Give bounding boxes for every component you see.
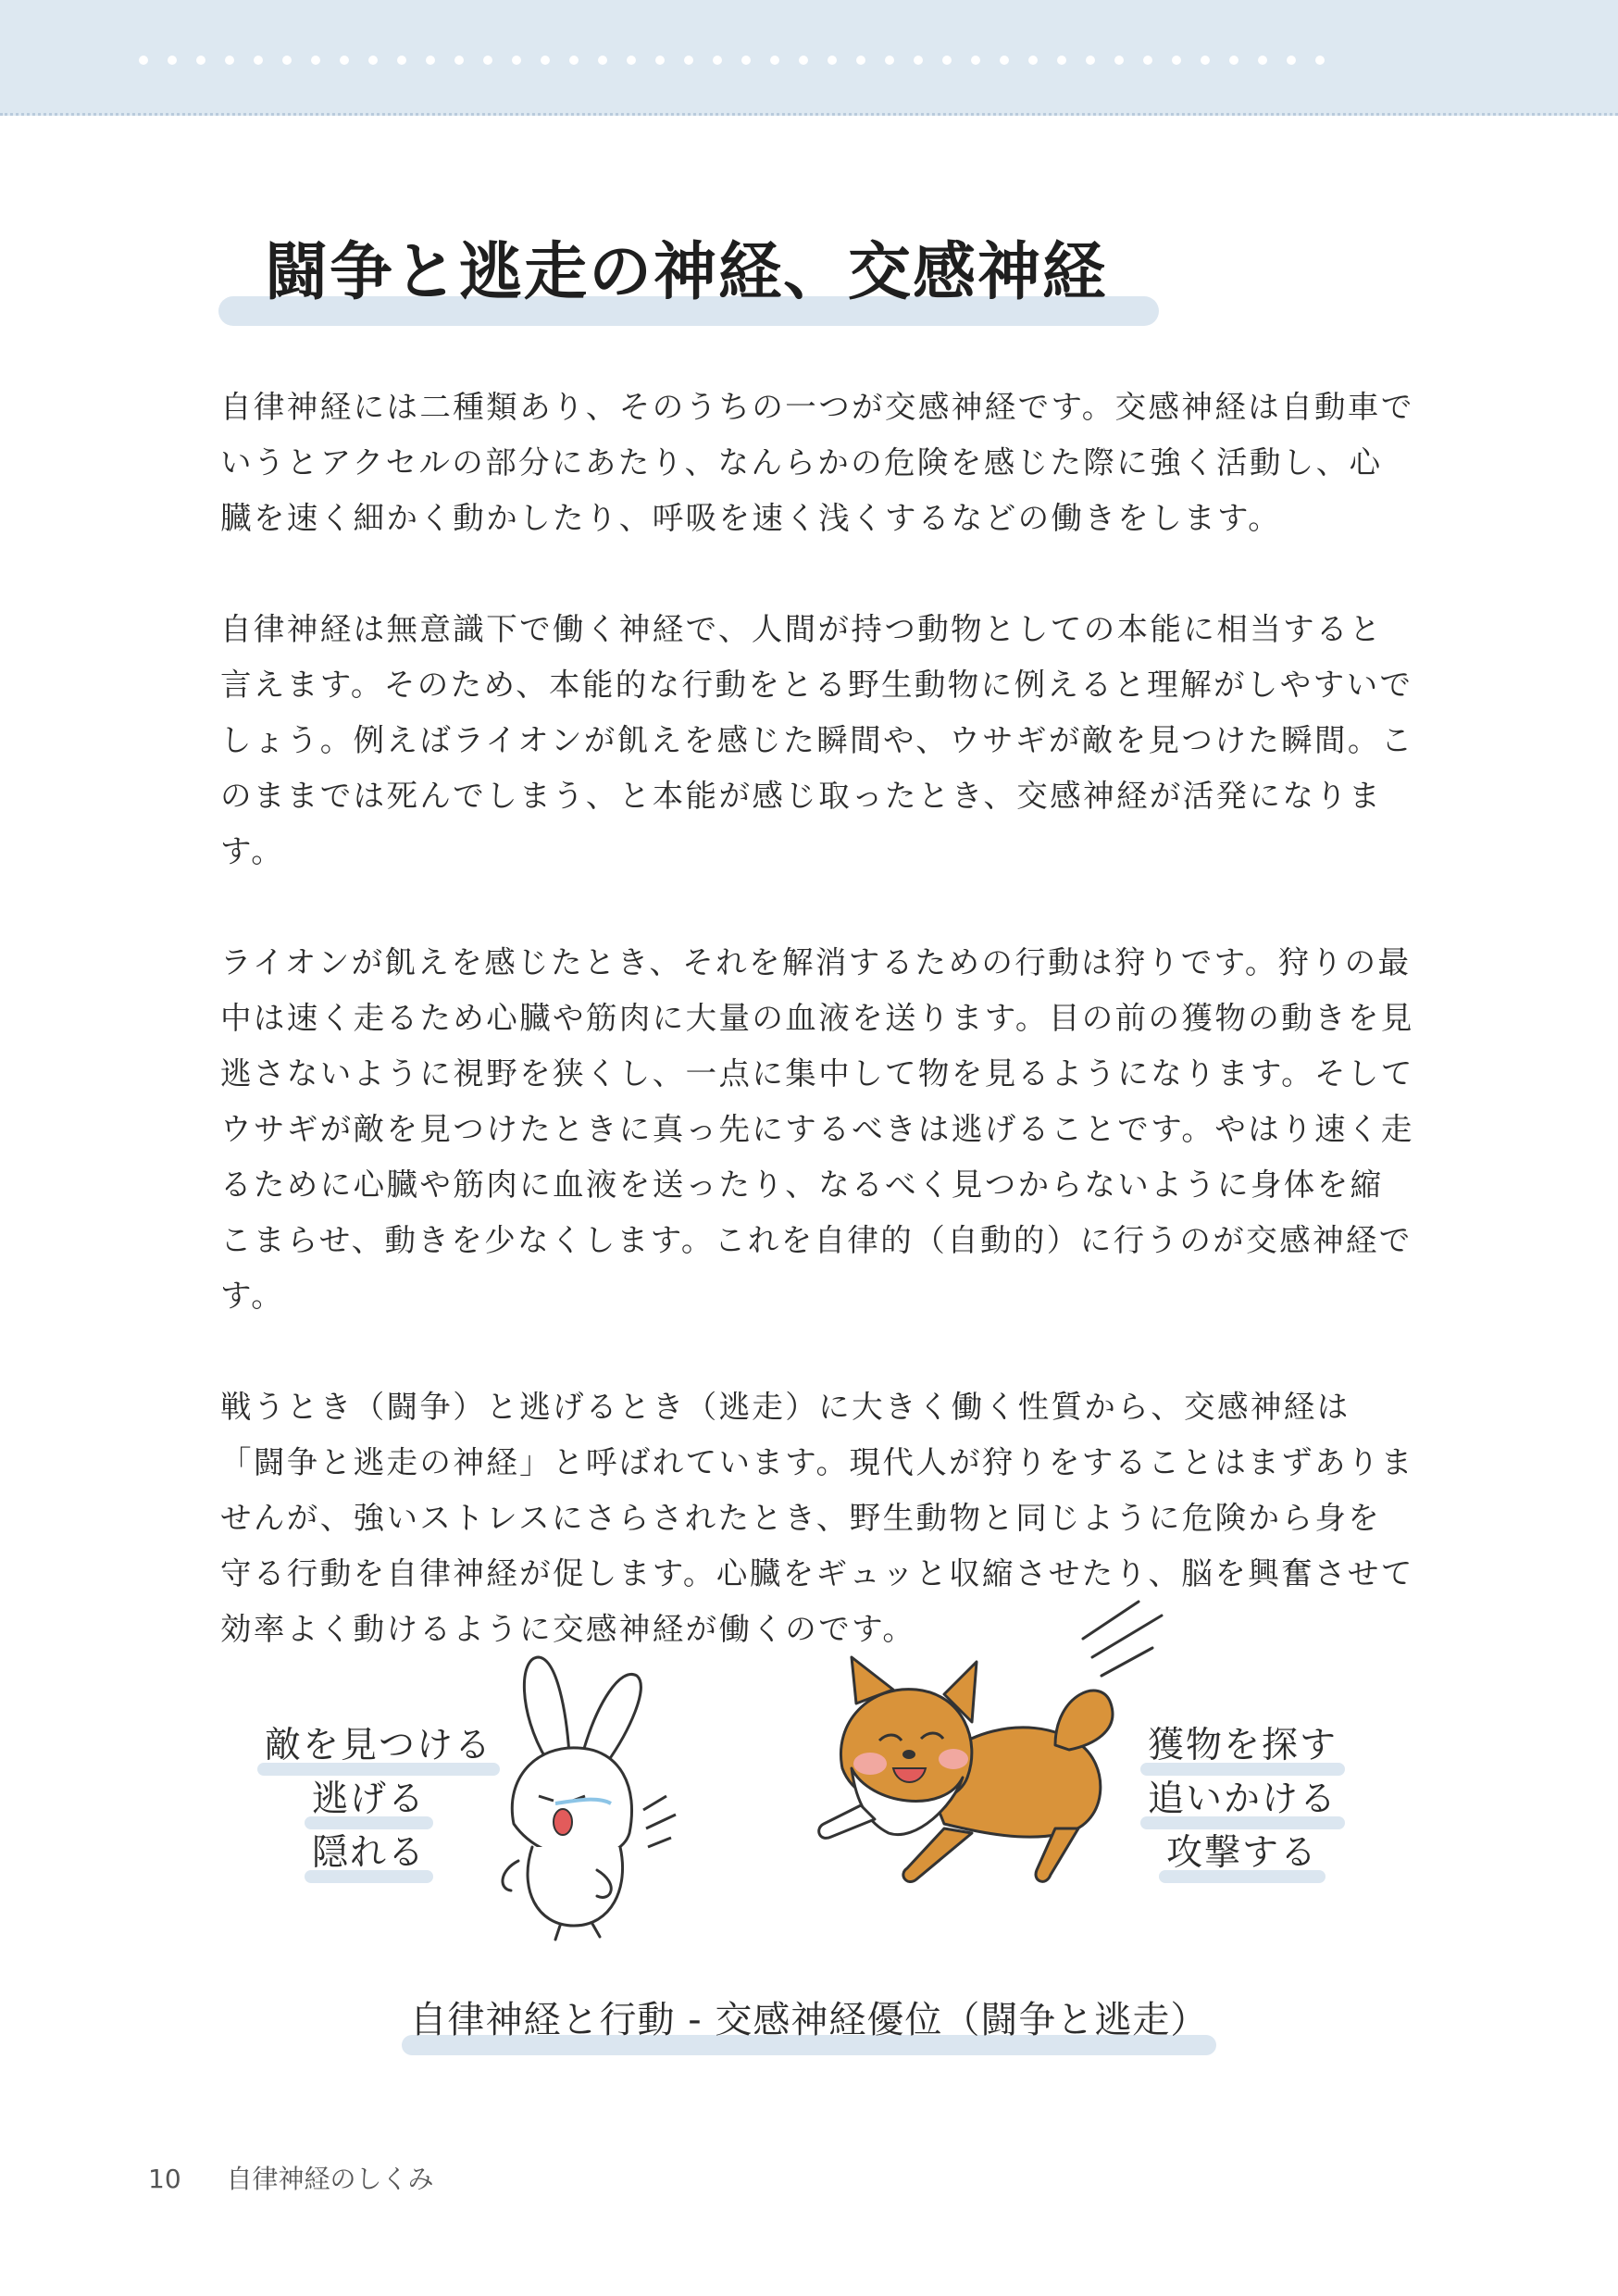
header-dot [397, 56, 406, 65]
header-dot [282, 56, 292, 65]
header-dot [942, 56, 952, 65]
header-dot [684, 56, 693, 65]
header-dot [368, 56, 378, 65]
dog-label-1: 獲物を探す [1148, 1722, 1338, 1770]
dog-label-2: 追いかける [1148, 1776, 1338, 1824]
rabbit-label-1: 敵を見つける [265, 1722, 492, 1770]
page-number: 10 [148, 2164, 181, 2194]
rabbit-label-3: 隠れる [312, 1829, 426, 1878]
header-dot [139, 56, 148, 65]
rabbit-illustration [481, 1648, 694, 1944]
rabbit-label-2: 逃げる [312, 1776, 426, 1824]
header-dot [627, 56, 636, 65]
header-band [0, 0, 1618, 116]
header-dot [254, 56, 263, 65]
dog-labels [1148, 1722, 1388, 1878]
header-dot [225, 56, 234, 65]
header-dot [168, 56, 177, 65]
header-dot [1057, 56, 1066, 65]
header-dot [1258, 56, 1267, 65]
header-dot [426, 56, 435, 65]
section-title: 自律神経のしくみ [226, 2164, 434, 2194]
header-dot [770, 56, 779, 65]
header-dot [541, 56, 550, 65]
header-dot [1229, 56, 1238, 65]
header-dot [799, 56, 808, 65]
illustration [0, 1592, 1618, 1963]
header-dot [828, 56, 837, 65]
paragraph-4: 戦うとき（闘争）と逃げるとき（逃走）に大きく働く性質から、交感神経は「闘争と逃走の神経」と呼ばれています。現代人が狩りをすることはまずありませんが、強いストレスにさらされたとき、野生動物と同じように危険から身を守る行動を自律神経が促します。心臓をギュッと収縮させたり、脳を興奮させて効率よく動けるように交感神経が働くのです。 [220, 1389, 1414, 1647]
dog-illustration [805, 1592, 1176, 1907]
header-dot [483, 56, 492, 65]
title-block [218, 231, 1163, 333]
paragraph-1: 自律神経には二種類あり、そのうちの一つが交感神経です。交感神経は自動車でいうとアクセルの部分にあたり、なんらかの危険を感じた際に強く活動し、心臓を速く細かく動かしたり、呼吸を速く浅くするなどの働きをします。 [220, 389, 1414, 536]
header-dot [914, 56, 923, 65]
header-dot [885, 56, 894, 65]
page-footer [148, 2159, 434, 2196]
header-dot [1201, 56, 1210, 65]
header-dot [454, 56, 464, 65]
header-dot [512, 56, 521, 65]
dot-row [139, 56, 1618, 69]
header-dot [1172, 56, 1181, 65]
header-dot [1000, 56, 1009, 65]
header-dot [196, 56, 205, 65]
header-dot [598, 56, 607, 65]
header-dot [971, 56, 980, 65]
header-dot [1143, 56, 1152, 65]
page-title: 闘争と逃走の神経、交感神経 [265, 236, 1108, 309]
header-dot [1315, 56, 1325, 65]
figure-caption: 自律神経と行動 - 交感神経優位（闘争と逃走） [409, 1999, 1209, 2041]
body-text [220, 380, 1414, 1713]
paragraph-2: 自律神経は無意識下で働く神経で、人間が持つ動物としての本能に相当すると言えます。そのため、本能的な行動をとる野生動物に例えると理解がしやすいでしょう。例えばライオンが飢えを感じた瞬間や、ウサギが敵を見つけた瞬間。このままでは死んでしまう、と本能が感じ取ったとき、交感神経が活発になります。 [220, 611, 1414, 869]
dog-label-3: 攻撃する [1166, 1829, 1318, 1878]
header-dot [713, 56, 722, 65]
header-dot [655, 56, 665, 65]
header-dot [1028, 56, 1038, 65]
paragraph-3: ライオンが飢えを感じたとき、それを解消するための行動は狩りです。狩りの最中は速く走るため心臓や筋肉に大量の血液を送ります。目の前の獲物の動きを見逃さないように視野を狭くし、一点に集中して物を見るようになります。そしてウサギが敵を見つけたときに真っ先にするべきは逃げることです。やはり速く走るために心臓や筋肉に血液を送ったり、なるべく見つからないように身体を縮こまらせ、動きを少なくします。これを自律的（自動的）に行うのが交感神経です。 [220, 944, 1414, 1314]
figure-caption-block [402, 1990, 1216, 2065]
header-dot [1287, 56, 1296, 65]
header-dot [1086, 56, 1095, 65]
header-dot [856, 56, 865, 65]
header-dot [741, 56, 751, 65]
header-dot [340, 56, 349, 65]
header-dot [569, 56, 579, 65]
header-dot [1114, 56, 1124, 65]
rabbit-labels [252, 1722, 492, 1878]
header-dot [311, 56, 320, 65]
